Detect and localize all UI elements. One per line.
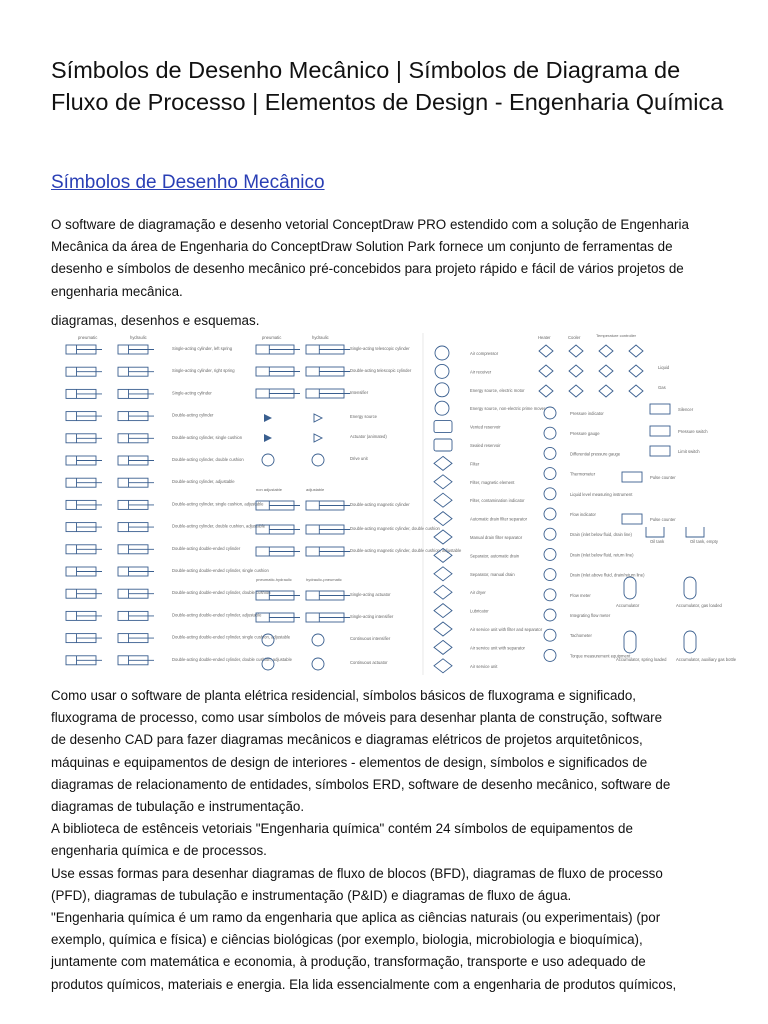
pneumatic-cylinder-symbol: [66, 367, 102, 376]
hydraulic-cylinder-symbol: [118, 345, 154, 354]
figure-caption: diagramas, desenhos e esquemas.: [51, 313, 260, 328]
col4-symbol-label: Torque measurement equipment: [570, 653, 631, 659]
heat-exchanger-symbol: [539, 365, 553, 377]
col5-symbol-label: Accumulator: [616, 603, 640, 608]
instrument-symbol: [544, 589, 556, 601]
col2-symbol-label: Double-acting magnetic cylinder, double cushion: [350, 526, 440, 531]
instrument-symbol: [544, 629, 556, 641]
hydraulic-cylinder-symbol: [118, 434, 154, 443]
telescopic-cylinder-symbol: [256, 389, 300, 398]
filter-symbol: [434, 640, 452, 654]
col5-symbol-label: Liquid: [658, 365, 670, 370]
body-line: "Engenharia química é um ramo da engenharia que aplica as ciências naturais (ou experimentais) (por: [51, 910, 661, 926]
page-title: Símbolos de Desenho Mecânico | Símbolos de Diagrama de Fluxo de Processo | Elementos de Design - Engenharia Química: [51, 57, 724, 115]
col1-symbol-label: Double-acting cylinder, single cushion, adjustable: [172, 501, 264, 507]
hydraulic-cylinder-symbol: [118, 656, 154, 665]
filter-symbol: [434, 604, 452, 618]
body-text: [51, 685, 719, 996]
energy-source-symbol: [314, 414, 322, 422]
pneumatic-cylinder-symbol: [66, 634, 102, 643]
pneumatic-cylinder-symbol: [66, 656, 102, 665]
col1-symbol-label: Double-acting double-ended cylinder, double cushion, adjustable: [172, 656, 292, 662]
col1-symbol-label: Double-acting double-ended cylinder, adjustable: [172, 612, 262, 618]
body-line: engenharia química e de processos.: [51, 843, 267, 859]
telescopic-cylinder-symbol: [256, 345, 300, 354]
instrument-symbol: [544, 427, 556, 439]
col4-symbol-label: Tachometer: [570, 633, 592, 639]
col1-symbol-label: Double-acting double-ended cylinder, single cushion: [172, 568, 269, 573]
col1-symbol-label: Double-acting double-ended cylinder: [172, 545, 241, 551]
telescopic-cylinder-symbol: [306, 613, 350, 622]
col3-symbol-label: Filter: [470, 461, 480, 467]
col2-symbol-label: Energy source: [350, 414, 377, 419]
col3-symbol-label: Separator, automatic drain: [470, 553, 520, 559]
telescopic-cylinder-symbol: [306, 389, 350, 398]
switch-symbol: [650, 426, 670, 436]
instrument-symbol: [544, 649, 556, 661]
col1-symbol-label: Single-acting cylinder, left spring: [172, 346, 233, 351]
col5-symbol-label: Oil tank, empty: [690, 539, 718, 544]
col1-symbol-label: Double-acting double-ended cylinder, single cushion, adjustable: [172, 634, 291, 640]
filter-symbol: [434, 475, 452, 489]
col3-symbol-label: Manual drain filter separator: [470, 535, 523, 540]
col1-symbol-label: Double-acting cylinder, double cushion, adjustable: [172, 523, 266, 529]
hydraulic-cylinder-symbol: [118, 500, 154, 509]
col2-symbol-label: Drive unit: [350, 456, 368, 461]
pneumatic-cylinder-symbol: [66, 545, 102, 554]
col5-symbol-label: Gas: [658, 385, 666, 390]
tank-symbol: [686, 527, 704, 537]
accumulator-symbol: [684, 631, 696, 653]
heat-exchanger-symbol: [629, 345, 643, 357]
heat-exchanger-symbol: [539, 345, 553, 357]
col3-symbol-label: Air service unit with filter and separator: [470, 627, 543, 632]
hydraulic-cylinder-symbol: [118, 478, 154, 487]
filter-symbol: [434, 456, 452, 470]
col5-symbol-label: Accumulator, gas loaded: [676, 603, 722, 608]
pneumatic-cylinder-symbol: [66, 434, 102, 443]
col5-symbol-label: Oil tank: [650, 539, 665, 544]
col4-header-cooler: Cooler: [568, 335, 581, 340]
drive-unit-symbol: [312, 634, 324, 646]
body-line: de desenho CAD para fazer diagramas mecânicos e diagramas elétricos de projetos arquitetônicos,: [51, 732, 643, 748]
col4-symbol-label: Drain (inlet below fluid, drain line): [570, 532, 632, 538]
telescopic-cylinder-symbol: [306, 367, 350, 376]
col3-symbol-label: Automatic drain filter separator: [470, 516, 528, 522]
energy-source-symbol: [264, 434, 272, 442]
body-line: A biblioteca de estênceis vetoriais "Engenharia química" contém 24 símbolos de equipamentos de: [51, 821, 633, 837]
col2-header-hydraulic: hydraulic: [312, 335, 329, 340]
drive-unit-symbol: [312, 454, 324, 466]
hydraulic-cylinder-symbol: [118, 412, 154, 421]
col1-symbol-label: Double-acting cylinder, adjustable: [172, 479, 235, 485]
pneumatic-cylinder-symbol: [66, 589, 102, 598]
drive-unit-symbol: [262, 454, 274, 466]
col4-symbol-label: Flow indicator: [570, 512, 596, 517]
col1-symbol-label: Double-acting cylinder, double cushion: [172, 457, 244, 462]
col3-symbol-label: Filter, contamination indicator: [470, 498, 525, 504]
switch-symbol: [622, 472, 642, 482]
col2-symbol-label: Double-acting magnetic cylinder: [350, 502, 410, 507]
col3-symbol-label: Filter, magnetic element: [470, 479, 515, 485]
hydraulic-cylinder-symbol: [118, 634, 154, 643]
accumulator-symbol: [624, 631, 636, 653]
col2-symbol-label: Single-acting telescopic cylinder: [350, 346, 410, 351]
filter-symbol: [434, 567, 452, 581]
col3-symbol-label: Air service unit: [470, 663, 498, 669]
body-line: Como usar o software de planta elétrica residencial, símbolos básicos de fluxograma e significado,: [51, 688, 637, 703]
instrument-symbol: [544, 488, 556, 500]
reservoir-symbol: [434, 421, 452, 433]
mechanical-symbols-figure: [50, 329, 737, 679]
col5-symbol-label: Limit switch: [678, 449, 700, 454]
body-line: exemplo, química e física) e ciências biológicas (por exemplo, biologia, microbiologia e bioquímica),: [51, 932, 643, 948]
hydraulic-cylinder-symbol: [118, 367, 154, 376]
filter-symbol: [434, 493, 452, 507]
heat-exchanger-symbol: [599, 365, 613, 377]
instrument-symbol: [544, 569, 556, 581]
pneumatic-cylinder-symbol: [66, 412, 102, 421]
tank-symbol: [646, 527, 664, 537]
col2-symbol-label: Double-acting telescopic cylinder: [350, 368, 412, 373]
heat-exchanger-symbol: [539, 385, 553, 397]
machine-symbol: [435, 364, 449, 378]
body-line: máquinas e equipamentos de design de interiores - elementos de design, símbolos e significados de: [51, 754, 648, 770]
energy-source-symbol: [314, 434, 322, 442]
col3-symbol-label: Air dryer: [470, 590, 486, 596]
body-line: diagramas de relacionamento de entidades, símbolos ERD, software de desenho mecânico, software de: [51, 776, 671, 792]
col2-symbol-label: Actuator (animated): [350, 434, 387, 439]
pneumatic-cylinder-symbol: [66, 523, 102, 532]
col5-symbol-label: Pulse counter: [650, 475, 676, 480]
section-link-mechanical-symbols[interactable]: Símbolos de Desenho Mecânico: [51, 172, 325, 193]
col3-symbol-label: Vented reservoir: [470, 424, 501, 430]
instrument-symbol: [544, 447, 556, 459]
heat-exchanger-symbol: [629, 385, 643, 397]
reservoir-symbol: [434, 439, 452, 451]
switch-symbol: [650, 446, 670, 456]
accumulator-symbol: [684, 577, 696, 599]
hydraulic-cylinder-symbol: [118, 611, 154, 620]
col2-subheader-hydraulic-pneumatic: hydraulic-pneumatic: [306, 577, 342, 582]
col2-header-pneumatic: pneumatic: [262, 335, 282, 340]
col4-symbol-label: Differential pressure gauge: [570, 451, 621, 457]
instrument-symbol: [544, 609, 556, 621]
instrument-symbol: [544, 407, 556, 419]
heat-exchanger-symbol: [569, 345, 583, 357]
col5-symbol-label: Silencer: [678, 407, 694, 412]
col4-symbol-label: Flow meter: [570, 592, 591, 598]
instrument-symbol: [544, 508, 556, 520]
filter-symbol: [434, 530, 452, 544]
hydraulic-cylinder-symbol: [118, 589, 154, 598]
col4-symbol-label: Thermometer: [570, 471, 596, 477]
instrument-symbol: [544, 548, 556, 560]
drive-unit-symbol: [312, 658, 324, 670]
machine-symbol: [435, 346, 449, 360]
hydraulic-cylinder-symbol: [118, 567, 154, 576]
col1-symbol-label: Double-acting cylinder, single cushion: [172, 434, 243, 440]
heat-exchanger-symbol: [569, 385, 583, 397]
col3-symbol-label: Separator, manual drain: [470, 571, 515, 577]
col3-symbol-label: Air receiver: [470, 369, 492, 375]
accumulator-symbol: [624, 577, 636, 599]
telescopic-cylinder-symbol: [306, 501, 350, 510]
col5-symbol-label: Accumulator, auxiliary gas bottle: [676, 657, 737, 662]
filter-symbol: [434, 512, 452, 526]
col5-symbol-label: Pressure switch: [678, 429, 708, 434]
col4-symbol-label: Pressure indicator: [570, 411, 604, 416]
intro-paragraph: O software de diagramação e desenho vetorial ConceptDraw PRO estendido com a solução de Engenharia Mecânica da área de Engenharia do ConceptDraw Solution Park fornece um conjunto de ferramentas de desenho e símbolos de desenho mecânico pré-concebidos para projeto rápido e fácil de vários projetos de engenharia mecânica.: [51, 217, 689, 299]
pneumatic-cylinder-symbol: [66, 567, 102, 576]
energy-source-symbol: [264, 414, 272, 422]
col5-symbol-label: Pulse counter: [650, 517, 676, 522]
telescopic-cylinder-symbol: [256, 613, 300, 622]
col1-header-hydraulic: hydraulic: [130, 335, 147, 340]
filter-symbol: [434, 585, 452, 599]
heat-exchanger-symbol: [599, 385, 613, 397]
hydraulic-cylinder-symbol: [118, 523, 154, 532]
symbols-sheet: [50, 329, 737, 679]
col2-symbol-label: Single-acting intensifier: [350, 614, 394, 619]
col2-subheader-adjustable: adjustable: [306, 487, 325, 492]
col1-header-pneumatic: pneumatic: [78, 335, 98, 340]
col2-symbol-label: Continuous intensifier: [350, 636, 391, 641]
col1-symbol-label: Single-acting cylinder: [172, 390, 212, 396]
body-line: Use essas formas para desenhar diagramas de fluxo de blocos (BFD), diagramas de fluxo de processo: [51, 865, 663, 881]
col2-symbol-label: Continuous actuator: [350, 660, 388, 665]
col4-header-heater: Heater: [538, 335, 551, 340]
col1-symbol-label: Single-acting cylinder, right spring: [172, 368, 235, 374]
pneumatic-cylinder-symbol: [66, 478, 102, 487]
col2-subheader-pneumatic-hydraulic: pneumatic-hydraulic: [256, 577, 292, 582]
pneumatic-cylinder-symbol: [66, 389, 102, 398]
col4-symbol-label: Liquid level measuring instrument: [570, 491, 633, 497]
col3-symbol-label: Air service unit with separator: [470, 645, 525, 651]
heat-exchanger-symbol: [599, 345, 613, 357]
col3-symbol-label: Lubricator: [470, 608, 489, 614]
instrument-symbol: [544, 528, 556, 540]
body-line: juntamente com matemática e economia, à produção, transformação, transporte e uso adequado de: [51, 954, 646, 970]
col4-header-temperature-controller: Temperature controller: [596, 333, 637, 338]
col4-symbol-label: Integrating flow meter: [570, 613, 611, 618]
col4-symbol-label: Drain (inlet below fluid, return line): [570, 552, 634, 558]
col3-symbol-label: Air compressor: [470, 351, 499, 356]
filter-symbol: [434, 622, 452, 636]
body-line: produtos químicos, materiais e energia. Ela lida essencialmente com a engenharia de produtos químicos,: [51, 976, 677, 992]
body-line: (PFD), diagramas de tubulação e instrumentação (P&ID) e diagramas de fluxo de água.: [51, 887, 572, 903]
body-line: diagramas de tubulação e instrumentação.: [51, 799, 305, 815]
heat-exchanger-symbol: [629, 365, 643, 377]
telescopic-cylinder-symbol: [306, 345, 350, 354]
col2-symbol-label: Single-acting actuator: [350, 592, 391, 597]
col3-symbol-label: Energy source, electric motor: [470, 387, 525, 393]
machine-symbol: [435, 383, 449, 397]
telescopic-cylinder-symbol: [306, 547, 350, 556]
col1-symbol-label: Double-acting double-ended cylinder, double cushion: [172, 590, 271, 596]
col3-symbol-label: Sealed reservoir: [470, 443, 501, 448]
telescopic-cylinder-symbol: [256, 367, 300, 376]
col2-subheader-non-adjustable: non adjustable: [256, 487, 283, 492]
telescopic-cylinder-symbol: [256, 547, 300, 556]
hydraulic-cylinder-symbol: [118, 545, 154, 554]
hydraulic-cylinder-symbol: [118, 389, 154, 398]
machine-symbol: [435, 401, 449, 415]
hydraulic-cylinder-symbol: [118, 456, 154, 465]
switch-symbol: [650, 404, 670, 414]
telescopic-cylinder-symbol: [306, 591, 350, 600]
pneumatic-cylinder-symbol: [66, 500, 102, 509]
instrument-symbol: [544, 468, 556, 480]
col3-symbol-label: Energy source, non-electric prime mover: [470, 406, 546, 412]
heat-exchanger-symbol: [569, 365, 583, 377]
col1-symbol-label: Double-acting cylinder: [172, 412, 214, 418]
switch-symbol: [622, 514, 642, 524]
pneumatic-cylinder-symbol: [66, 345, 102, 354]
body-line: fluxograma de processo, como usar símbolos de móveis para desenhar planta de construção, software: [51, 710, 663, 726]
filter-symbol: [434, 659, 452, 673]
pneumatic-cylinder-symbol: [66, 611, 102, 620]
col5-symbol-label: Accumulator, spring loaded: [616, 657, 667, 662]
col4-symbol-label: Drain (inlet above fluid, drain/return line): [570, 572, 645, 578]
col2-symbol-label: Intensifier: [350, 390, 369, 395]
pneumatic-cylinder-symbol: [66, 456, 102, 465]
col4-symbol-label: Pressure gauge: [570, 431, 600, 437]
telescopic-cylinder-symbol: [306, 525, 350, 534]
col2-symbol-label: Double-acting magnetic cylinder, double cushion, adjustable: [350, 548, 462, 553]
